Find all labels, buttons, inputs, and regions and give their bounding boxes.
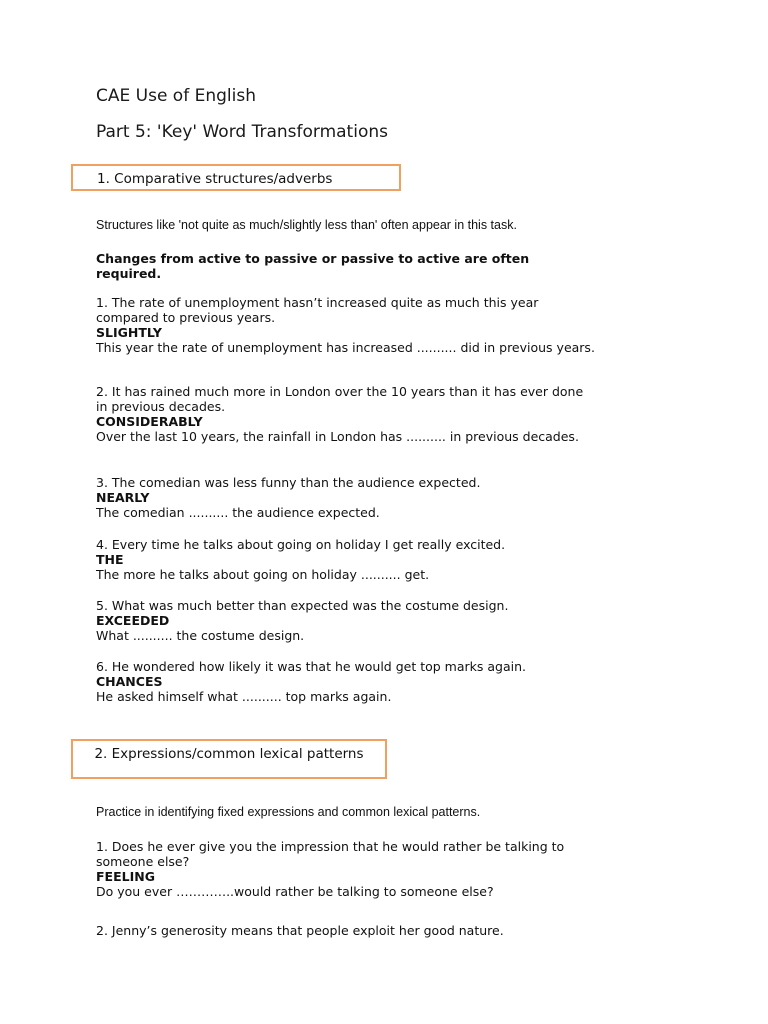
document-title: CAE Use of English bbox=[96, 86, 256, 106]
exercise-keyword: SLIGHTLY bbox=[96, 325, 162, 340]
section-2-intro: Practice in identifying fixed expressions and common lexical patterns. bbox=[96, 805, 481, 819]
exercise-item bbox=[96, 537, 596, 582]
exercise-item bbox=[96, 923, 596, 938]
exercise-answer: The more he talks about going on holiday .......... get. bbox=[96, 567, 430, 582]
exercise-keyword: EXCEEDED bbox=[96, 613, 170, 628]
exercise-answer: Over the last 10 years, the rainfall in London has .......... in previous decades. bbox=[96, 429, 579, 444]
section-1-heading: 1. Comparative structures/adverbs bbox=[71, 164, 401, 191]
exercise-keyword: CHANCES bbox=[96, 674, 163, 689]
exercise-item bbox=[96, 384, 596, 444]
exercise-keyword: CONSIDERABLY bbox=[96, 414, 203, 429]
exercise-sentence: 2. Jenny’s generosity means that people exploit her good nature. bbox=[96, 923, 504, 938]
exercise-sentence: 6. He wondered how likely it was that he would get top marks again. bbox=[96, 659, 526, 674]
exercise-keyword: NEARLY bbox=[96, 490, 150, 505]
section-2-heading: 2. Expressions/common lexical patterns bbox=[71, 739, 387, 779]
exercise-item bbox=[96, 659, 596, 704]
exercise-sentence: 1. Does he ever give you the impression that he would rather be talking to someone else? bbox=[96, 839, 565, 869]
exercise-answer: What .......... the costume design. bbox=[96, 628, 305, 643]
section-1-intro: Structures like 'not quite as much/slightly less than' often appear in this task. bbox=[96, 218, 517, 232]
exercise-sentence: 1. The rate of unemployment hasn’t increased quite as much this year compared to previous years. bbox=[96, 295, 539, 325]
exercise-answer: This year the rate of unemployment has increased .......... did in previous years. bbox=[96, 340, 595, 355]
exercise-answer: He asked himself what .......... top marks again. bbox=[96, 689, 392, 704]
exercise-sentence: 3. The comedian was less funny than the audience expected. bbox=[96, 475, 481, 490]
exercise-answer: Do you ever …………..would rather be talking to someone else? bbox=[96, 884, 494, 899]
exercise-item bbox=[96, 839, 591, 899]
exercise-answer: The comedian .......... the audience expected. bbox=[96, 505, 380, 520]
exercise-sentence: 2. It has rained much more in London over the 10 years than it has ever done in previous decades. bbox=[96, 384, 584, 414]
exercise-item bbox=[96, 598, 596, 643]
exercise-keyword: FEELING bbox=[96, 869, 155, 884]
document-subtitle: Part 5: 'Key' Word Transformations bbox=[96, 122, 388, 142]
exercise-item bbox=[96, 475, 596, 520]
exercise-keyword: THE bbox=[96, 552, 124, 567]
exercise-item bbox=[96, 295, 596, 355]
exercise-sentence: 4. Every time he talks about going on holiday I get really excited. bbox=[96, 537, 506, 552]
section-1-note: Changes from active to passive or passive to active are often required. bbox=[96, 251, 530, 281]
exercise-sentence: 5. What was much better than expected was the costume design. bbox=[96, 598, 509, 613]
